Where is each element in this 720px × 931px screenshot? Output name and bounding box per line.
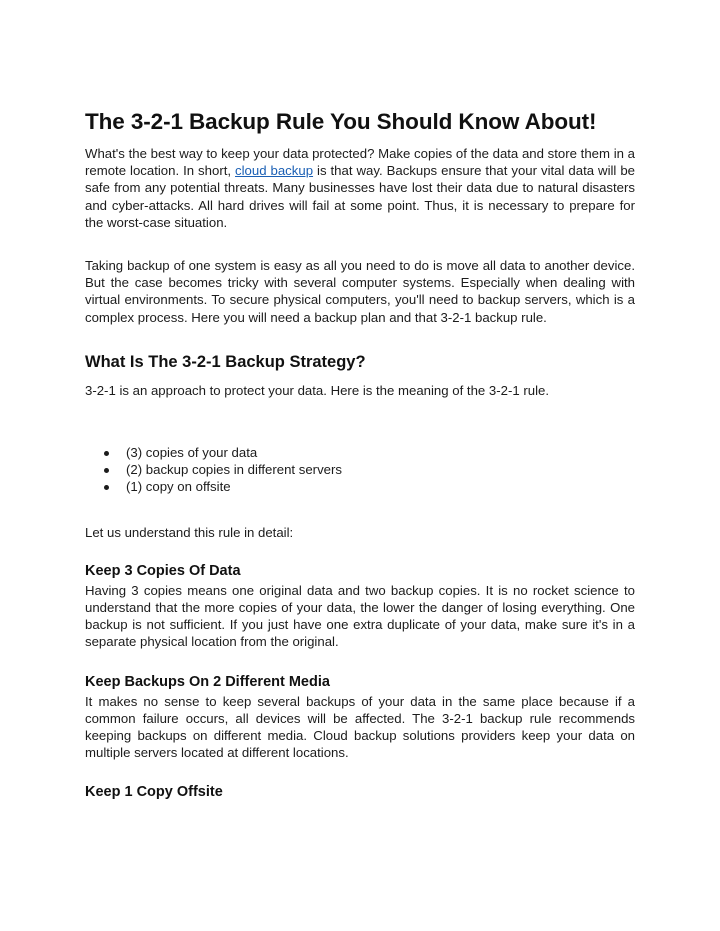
strategy-text: 3-2-1 is an approach to protect your data. Here is the meaning of the 3-2-1 rule.: [85, 382, 550, 398]
cloud-backup-link[interactable]: cloud backup: [235, 163, 314, 179]
section-heading-two-media: Keep Backups On 2 Different Media: [85, 673, 330, 690]
section-text-two-media: It makes no sense to keep several backups of your data in the same place because if a common failure occurs, all devices will be affected. The 3-2-1 backup rule recommends keeping backups on different media. Cloud backup solutions providers keep your data on multiple servers located at different locations.: [85, 693, 635, 761]
intro-text-before-link: What's the best way to keep your data protected? Make copies of the data and store them in a remote location. In short,: [85, 146, 635, 179]
document-page: [85, 108, 635, 802]
list-item: [85, 461, 635, 478]
list-item-text: (3) copies of your data: [126, 445, 258, 461]
bullet-icon: [104, 468, 109, 473]
list-item: [85, 444, 635, 461]
list-item-text: (2) backup copies in different servers: [126, 462, 342, 478]
rule-list: [85, 444, 635, 496]
page-title: The 3-2-1 Backup Rule You Should Know About!: [85, 109, 597, 134]
section-heading-offsite: Keep 1 Copy Offsite: [85, 784, 223, 801]
bullet-icon: [104, 451, 109, 456]
intro-text-after-link: is that way. Backups ensure that your vital data will be safe from any potential threats. Many businesses have lost their data due to natural disasters and cyber-attacks. All hard drives will fail at some point. Thus, it is necessary to prepare for the worst-case situation.: [85, 163, 635, 230]
section-heading-three-copies: Keep 3 Copies Of Data: [85, 562, 241, 579]
strategy-heading: What Is The 3-2-1 Backup Strategy?: [85, 352, 366, 371]
backup-systems-paragraph: Taking backup of one system is easy as all you need to do is move all data to another device. But the case becomes tricky with several computer systems. Especially when dealing with virtual environments. To secure physical computers, you'll need to backup servers, which is a complex process. Here you will need a backup plan and that 3-2-1 backup rule.: [85, 258, 635, 325]
list-item: [85, 478, 635, 495]
intro-paragraph: [85, 145, 635, 231]
bullet-icon: [104, 485, 109, 490]
section-text-three-copies: Having 3 copies means one original data and two backup copies. It is no rocket science to understand that the more copies of your data, the lower the danger of losing everything. One backup is not sufficient. If you just have one extra duplicate of your data, make sure it's in a separate physical location from the original.: [85, 582, 635, 650]
list-item-text: (1) copy on offsite: [126, 479, 231, 495]
detail-intro-text: Let us understand this rule in detail:: [85, 524, 294, 540]
